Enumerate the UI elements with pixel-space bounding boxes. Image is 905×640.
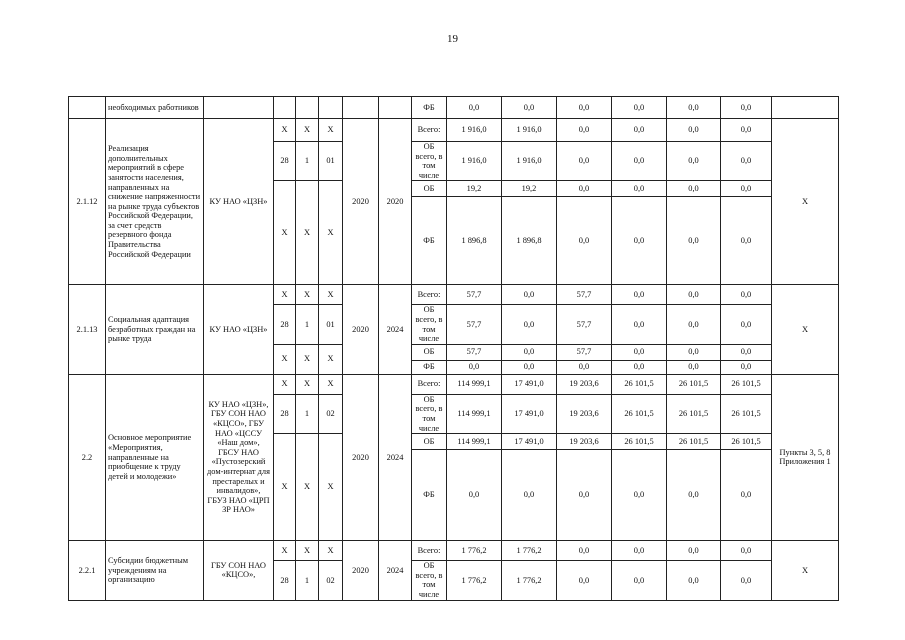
amount-cell: 0,0	[557, 197, 612, 285]
measure-name: Реализация дополнительных мероприятий в сфере занятости населения, направленных на снижение напряженности на рынке труда субъектов Российской Федерации, за счет средств резервного фонда Правительства Российской Федерации	[106, 119, 204, 285]
start-year: 2020	[343, 285, 379, 374]
amount-cell: 1 916,0	[502, 142, 557, 181]
amount-cell: 0,0	[667, 142, 721, 181]
amount-cell: 0,0	[667, 119, 721, 142]
row-number: 2.2.1	[69, 541, 106, 600]
amount-cell: 0,0	[721, 305, 772, 344]
amount-cell: 19 203,6	[557, 394, 612, 433]
amount-cell: 0,0	[667, 561, 721, 600]
budget-code-cell: X	[274, 374, 296, 394]
amount-cell: 0,0	[667, 541, 721, 561]
budget-code-cell: X	[319, 119, 343, 142]
budget-code-cell: X	[319, 285, 343, 305]
amount-cell: 0,0	[667, 305, 721, 344]
funding-source: ОБ	[412, 181, 447, 197]
funding-source: ОБ всего, в том числе	[412, 561, 447, 600]
start-year: 2020	[343, 119, 379, 285]
executor: КУ НАО «ЦЗН», ГБУ СОН НАО «КЦСО», ГБУ НАО «ЦССУ «Наш дом», ГБСУ НАО «Пустозерский дом-интернат для престарелых и инвалидов», ГБУЗ НАО «ЦРП ЗР НАО»	[204, 374, 274, 540]
amount-cell: 26 101,5	[667, 394, 721, 433]
amount-cell: 0,0	[667, 285, 721, 305]
amount-cell: 1 916,0	[447, 142, 502, 181]
start-year: 2020	[343, 541, 379, 600]
measure-name: Основное мероприятие «Мероприятия, направленные на приобщение к труду детей и молодежи»	[106, 374, 204, 540]
budget-code-cell: X	[296, 119, 319, 142]
amount-cell: 0,0	[721, 197, 772, 285]
start-year	[343, 97, 379, 119]
budget-code-cell: X	[319, 434, 343, 541]
amount-cell: 0,0	[612, 541, 667, 561]
amount-cell: 114 999,1	[447, 394, 502, 433]
amount-cell: 0,0	[557, 181, 612, 197]
end-year: 2024	[379, 285, 412, 374]
budget-code-cell: X	[274, 181, 296, 285]
funding-source: Всего:	[412, 285, 447, 305]
row-number: 2.1.13	[69, 285, 106, 374]
table-row	[69, 374, 839, 394]
budget-code-cell: 02	[319, 561, 343, 600]
amount-cell: 114 999,1	[447, 374, 502, 394]
budget-code-cell: X	[274, 344, 296, 374]
budget-code-cell: X	[274, 541, 296, 561]
amount-cell: 0,0	[612, 197, 667, 285]
budget-code-cell: 28	[274, 394, 296, 433]
amount-cell: 0,0	[447, 450, 502, 541]
start-year: 2020	[343, 374, 379, 540]
amount-cell: 26 101,5	[612, 374, 667, 394]
measure-name: Субсидии бюджетным учреждениям на организацию	[106, 541, 204, 600]
amount-cell: 0,0	[612, 561, 667, 600]
amount-cell: 0,0	[667, 97, 721, 119]
end-year: 2020	[379, 119, 412, 285]
amount-cell: 1 916,0	[502, 119, 557, 142]
table-row	[69, 119, 839, 142]
row-number: 2.1.12	[69, 119, 106, 285]
budget-code-cell: X	[274, 285, 296, 305]
amount-cell: 0,0	[612, 119, 667, 142]
amount-cell: 57,7	[557, 344, 612, 360]
funding-source: Всего:	[412, 119, 447, 142]
budget-code-cell: X	[319, 181, 343, 285]
budget-code-cell: X	[319, 374, 343, 394]
amount-cell: 0,0	[502, 285, 557, 305]
funding-source: Всего:	[412, 541, 447, 561]
measure-name: Социальная адаптация безработных граждан на рынке труда	[106, 285, 204, 374]
row-number	[69, 97, 106, 119]
page-number: 19	[447, 33, 458, 45]
table-body	[69, 97, 839, 601]
budget-code-cell: X	[319, 344, 343, 374]
amount-cell: 26 101,5	[721, 434, 772, 450]
budget-code-cell: 1	[296, 561, 319, 600]
amount-cell: 0,0	[721, 450, 772, 541]
amount-cell: 0,0	[502, 97, 557, 119]
funding-source: ОБ	[412, 344, 447, 360]
amount-cell: 0,0	[502, 360, 557, 374]
funding-source: ФБ	[412, 197, 447, 285]
amount-cell: 19 203,6	[557, 374, 612, 394]
funding-source: ОБ всего, в том числе	[412, 305, 447, 344]
table-row	[69, 541, 839, 561]
funding-source: Всего:	[412, 374, 447, 394]
amount-cell: 0,0	[557, 360, 612, 374]
budget-code-cell: X	[296, 541, 319, 561]
amount-cell: 0,0	[612, 181, 667, 197]
budget-code-cell: 01	[319, 305, 343, 344]
row-number: 2.2	[69, 374, 106, 540]
table-row	[69, 285, 839, 305]
budget-code-cell: X	[296, 374, 319, 394]
program-table	[68, 96, 839, 601]
amount-cell: 0,0	[721, 541, 772, 561]
budget-code-cell: X	[296, 434, 319, 541]
budget-code-cell: 1	[296, 394, 319, 433]
amount-cell: 19,2	[502, 181, 557, 197]
result-indicator-note: X	[772, 285, 839, 374]
amount-cell: 0,0	[557, 450, 612, 541]
budget-code-cell: 28	[274, 142, 296, 181]
amount-cell: 57,7	[557, 305, 612, 344]
end-year	[379, 97, 412, 119]
amount-cell: 0,0	[667, 181, 721, 197]
budget-code-cell: 01	[319, 142, 343, 181]
amount-cell: 17 491,0	[502, 434, 557, 450]
executor: КУ НАО «ЦЗН»	[204, 119, 274, 285]
amount-cell: 1 896,8	[447, 197, 502, 285]
result-indicator-note: Пункты 3, 5, 8 Приложения 1	[772, 374, 839, 540]
amount-cell: 114 999,1	[447, 434, 502, 450]
amount-cell: 1 896,8	[502, 197, 557, 285]
amount-cell: 0,0	[721, 97, 772, 119]
amount-cell: 0,0	[612, 450, 667, 541]
amount-cell: 17 491,0	[502, 374, 557, 394]
amount-cell: 0,0	[667, 344, 721, 360]
amount-cell: 19,2	[447, 181, 502, 197]
budget-code-cell: 02	[319, 394, 343, 433]
amount-cell: 0,0	[557, 119, 612, 142]
amount-cell: 57,7	[557, 285, 612, 305]
amount-cell: 26 101,5	[667, 434, 721, 450]
measure-name: необходимых работников	[106, 97, 204, 119]
amount-cell: 0,0	[557, 561, 612, 600]
amount-cell: 0,0	[612, 344, 667, 360]
amount-cell: 26 101,5	[721, 374, 772, 394]
budget-code-cell: 1	[296, 305, 319, 344]
funding-source: ФБ	[412, 450, 447, 541]
budget-code-cell	[296, 97, 319, 119]
executor	[204, 97, 274, 119]
amount-cell: 0,0	[612, 285, 667, 305]
end-year: 2024	[379, 541, 412, 600]
amount-cell: 0,0	[667, 360, 721, 374]
amount-cell: 0,0	[721, 360, 772, 374]
amount-cell: 19 203,6	[557, 434, 612, 450]
amount-cell: 0,0	[612, 360, 667, 374]
funding-source: ФБ	[412, 360, 447, 374]
budget-code-cell: X	[274, 434, 296, 541]
funding-source: ОБ	[412, 434, 447, 450]
budget-code-cell: X	[296, 285, 319, 305]
amount-cell: 0,0	[502, 305, 557, 344]
amount-cell: 0,0	[721, 142, 772, 181]
table-row	[69, 97, 839, 119]
amount-cell: 57,7	[447, 285, 502, 305]
amount-cell: 0,0	[557, 97, 612, 119]
budget-code-cell: 28	[274, 561, 296, 600]
funding-source: ОБ всего, в том числе	[412, 394, 447, 433]
amount-cell: 0,0	[667, 450, 721, 541]
result-indicator-note	[772, 97, 839, 119]
amount-cell: 57,7	[447, 305, 502, 344]
amount-cell: 0,0	[447, 97, 502, 119]
amount-cell: 0,0	[721, 119, 772, 142]
amount-cell: 26 101,5	[612, 434, 667, 450]
amount-cell: 0,0	[612, 97, 667, 119]
amount-cell: 0,0	[721, 181, 772, 197]
amount-cell: 1 776,2	[502, 561, 557, 600]
amount-cell: 17 491,0	[502, 394, 557, 433]
amount-cell: 0,0	[612, 142, 667, 181]
amount-cell: 0,0	[667, 197, 721, 285]
result-indicator-note: X	[772, 119, 839, 285]
amount-cell: 0,0	[557, 541, 612, 561]
budget-code-cell: X	[319, 541, 343, 561]
amount-cell: 57,7	[447, 344, 502, 360]
end-year: 2024	[379, 374, 412, 540]
amount-cell: 0,0	[502, 344, 557, 360]
budget-code-cell	[274, 97, 296, 119]
amount-cell: 0,0	[502, 450, 557, 541]
amount-cell: 1 916,0	[447, 119, 502, 142]
amount-cell: 0,0	[721, 344, 772, 360]
amount-cell: 0,0	[721, 561, 772, 600]
amount-cell: 1 776,2	[502, 541, 557, 561]
amount-cell: 26 101,5	[721, 394, 772, 433]
budget-code-cell: X	[296, 181, 319, 285]
executor: ГБУ СОН НАО «КЦСО»,	[204, 541, 274, 600]
executor: КУ НАО «ЦЗН»	[204, 285, 274, 374]
amount-cell: 0,0	[612, 305, 667, 344]
funding-source: ФБ	[412, 97, 447, 119]
budget-code-cell: X	[274, 119, 296, 142]
budget-code-cell: 28	[274, 305, 296, 344]
amount-cell: 0,0	[447, 360, 502, 374]
funding-source: ОБ всего, в том числе	[412, 142, 447, 181]
result-indicator-note: X	[772, 541, 839, 600]
amount-cell: 1 776,2	[447, 541, 502, 561]
amount-cell: 0,0	[557, 142, 612, 181]
amount-cell: 0,0	[721, 285, 772, 305]
budget-code-cell	[319, 97, 343, 119]
budget-code-cell: 1	[296, 142, 319, 181]
amount-cell: 26 101,5	[667, 374, 721, 394]
amount-cell: 26 101,5	[612, 394, 667, 433]
budget-code-cell: X	[296, 344, 319, 374]
amount-cell: 1 776,2	[447, 561, 502, 600]
